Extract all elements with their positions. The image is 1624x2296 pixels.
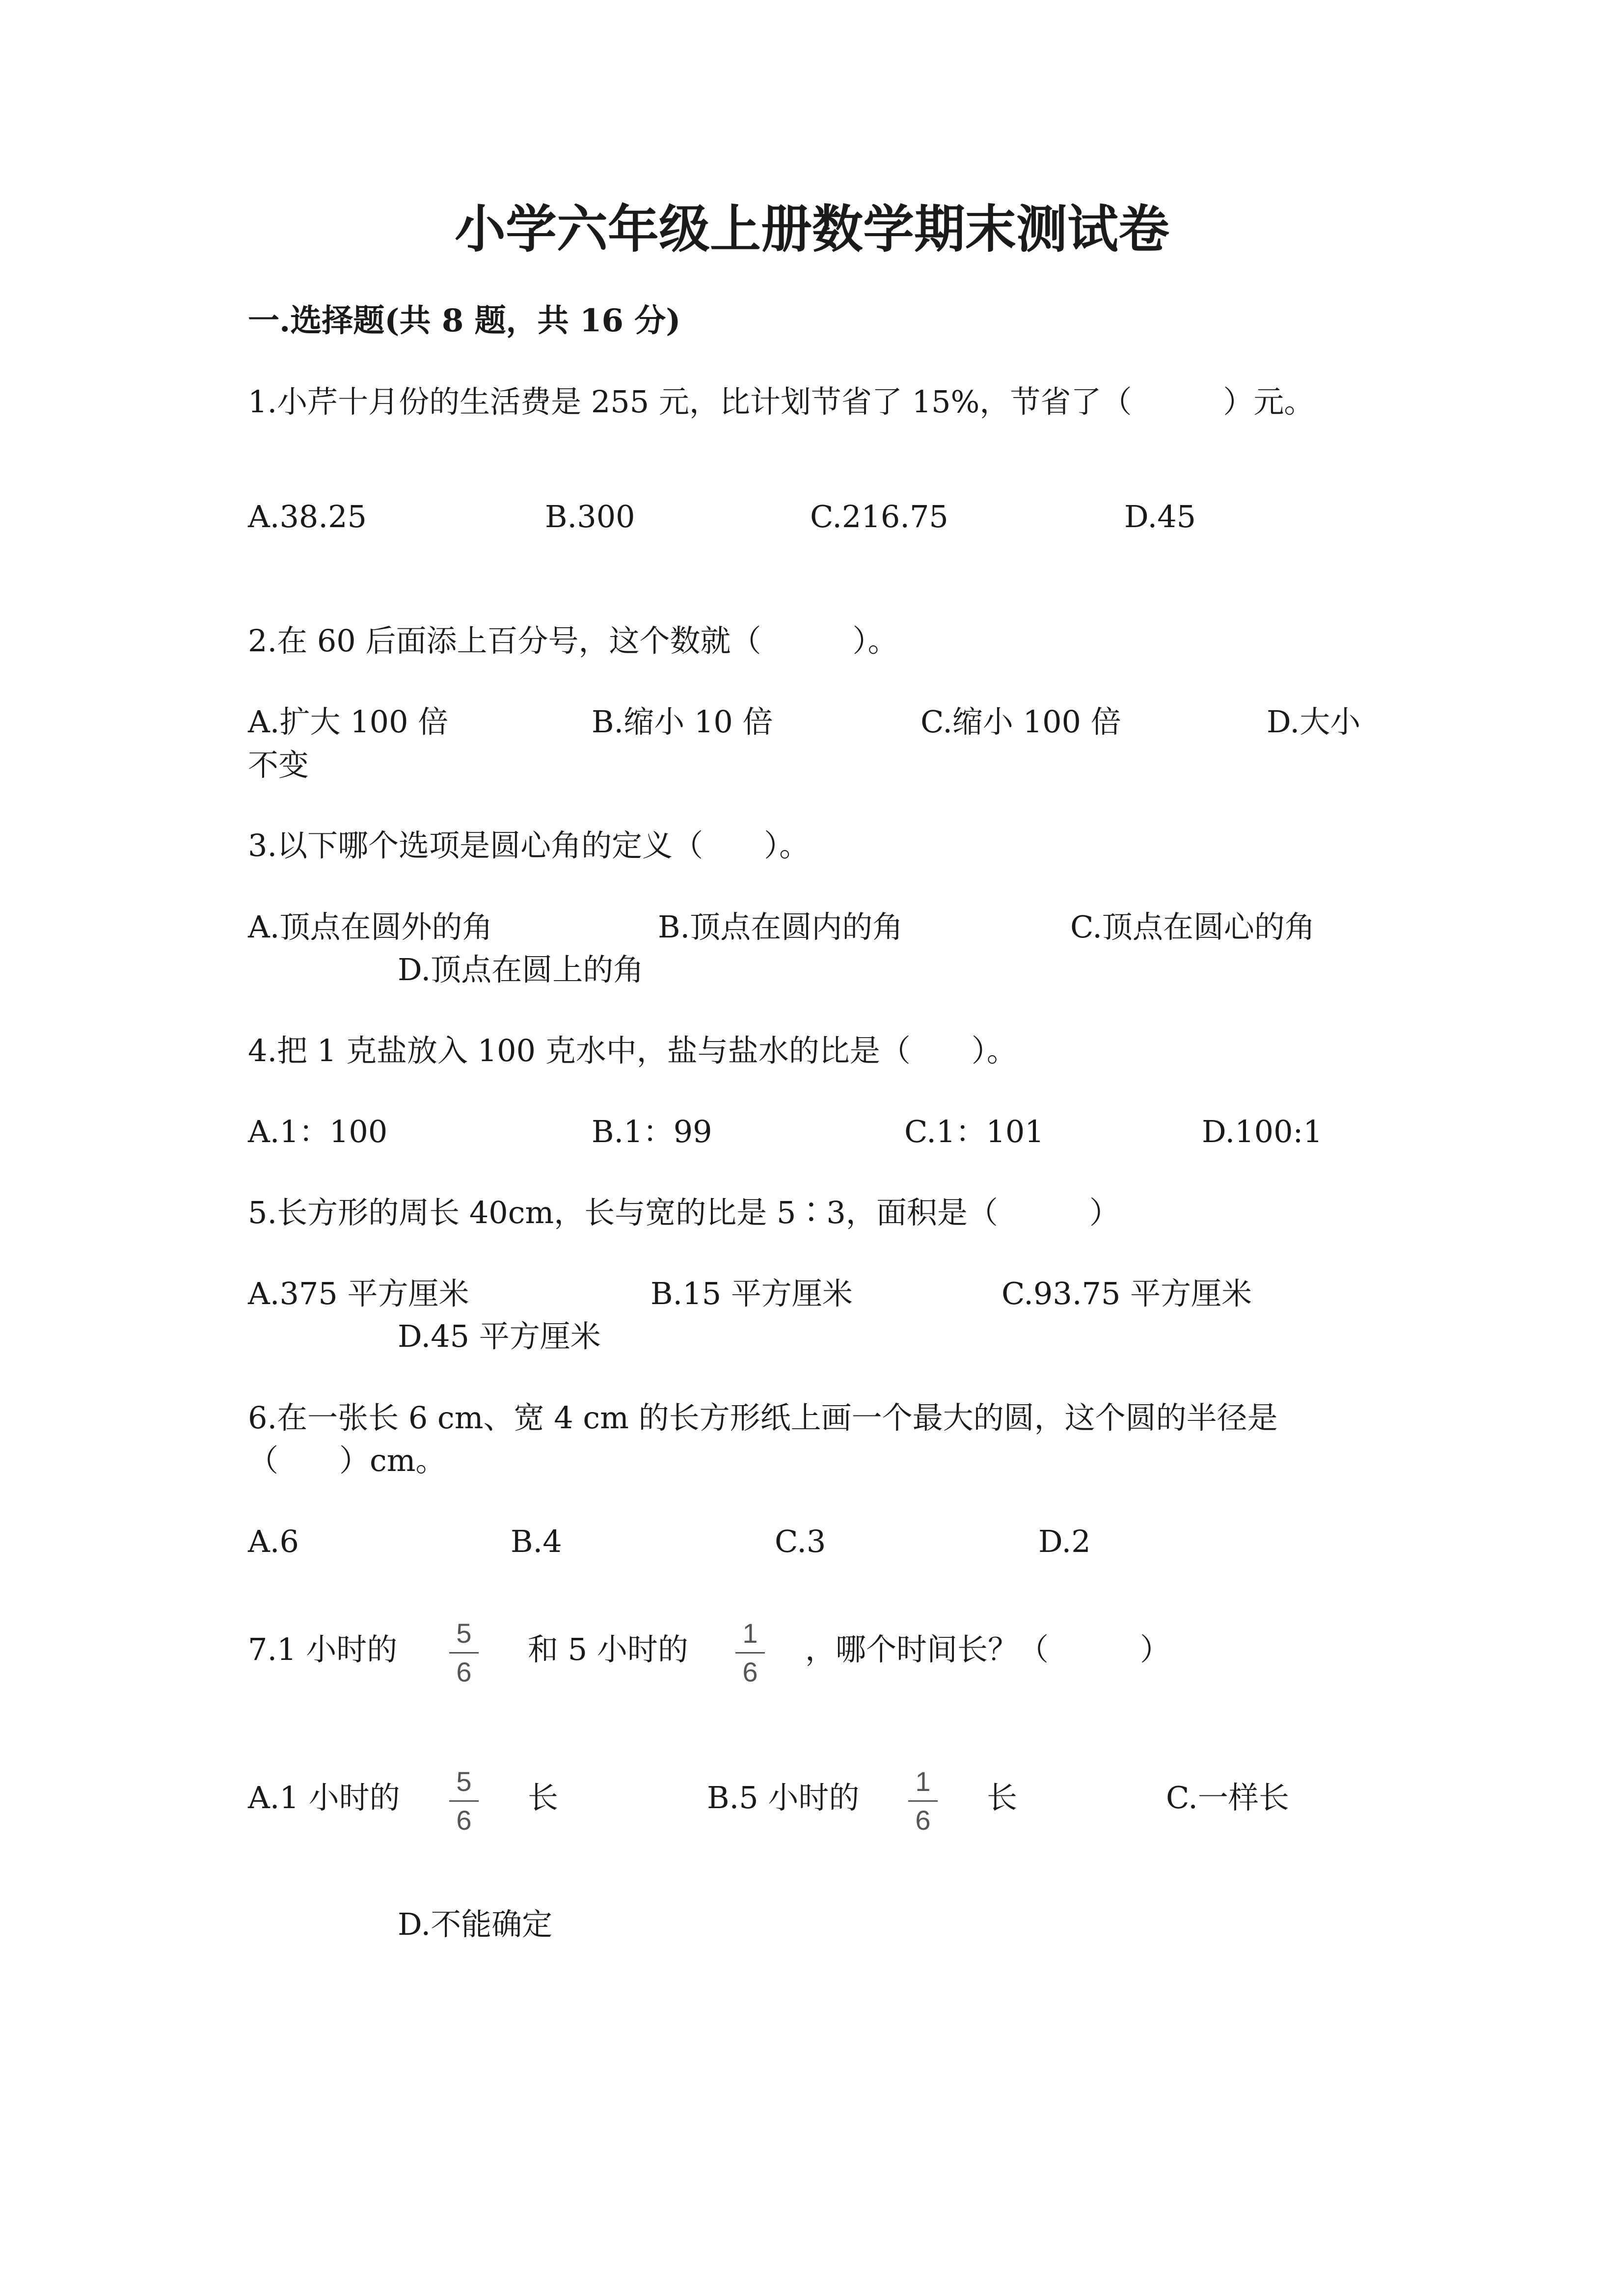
q2-option-a: A.扩大 100 倍 [248, 704, 449, 740]
q7-option-c: C.一样长 [1166, 1780, 1289, 1815]
q7-option-a: A.1 小时的 [248, 1780, 400, 1815]
question-7-stem-part2: 和 5 小时的 [528, 1631, 688, 1667]
q3-option-a: A.顶点在圆外的角 [248, 909, 493, 945]
q7-option-a-tail: 长 [528, 1780, 559, 1815]
q4-option-d: D.100:1 [1202, 1114, 1323, 1149]
q3-option-b: B.顶点在圆内的角 [658, 909, 903, 945]
question-7-stem-part3: ，哪个时间长？（ ） [805, 1631, 1171, 1667]
fraction-denominator: 6 [456, 1805, 472, 1836]
question-7-stem-part1: 7.1 小时的 [248, 1631, 398, 1667]
q2-option-d: D.大小 [1267, 704, 1361, 740]
fraction-bar [908, 1800, 938, 1802]
q4-option-c: C.1：101 [904, 1114, 1044, 1149]
q1-option-c: C.216.75 [810, 499, 948, 534]
question-4-stem: 4.把 1 克盐放入 100 克水中，盐与盐水的比是（ ）。 [248, 1033, 1017, 1068]
q1-option-b: B.300 [545, 499, 635, 534]
q2-option-c: C.缩小 100 倍 [920, 704, 1121, 740]
fraction-5-6 [449, 1768, 479, 1834]
fraction-1-6 [735, 1620, 765, 1686]
question-1-stem: 1.小芹十月份的生活费是 255 元，比计划节省了 15%，节省了（ ）元。 [248, 384, 1315, 420]
q6-option-a: A.6 [248, 1523, 299, 1559]
fraction-5-6 [449, 1620, 479, 1686]
fraction-numerator: 1 [915, 1766, 931, 1797]
fraction-denominator: 6 [915, 1805, 931, 1836]
q3-option-d: D.顶点在圆上的角 [398, 952, 644, 988]
fraction-bar [449, 1800, 479, 1802]
fraction-bar [449, 1652, 479, 1654]
question-2-stem: 2.在 60 后面添上百分号，这个数就（ ）。 [248, 623, 898, 659]
fraction-numerator: 1 [742, 1618, 758, 1649]
section-heading: 一.选择题(共 8 题，共 16 分) [248, 302, 681, 339]
q1-option-a: A.38.25 [248, 499, 367, 534]
question-5-stem: 5.长方形的周长 40cm，长与宽的比是 5∶3，面积是（ ） [248, 1195, 1120, 1230]
question-6-stem-wrap: （ ）cm。 [248, 1442, 446, 1478]
q4-option-a: A.1：100 [248, 1114, 388, 1149]
q3-option-c: C.顶点在圆心的角 [1070, 909, 1315, 945]
q7-option-b-tail: 长 [987, 1780, 1018, 1815]
fraction-denominator: 6 [742, 1656, 758, 1687]
q5-option-d: D.45 平方厘米 [398, 1318, 601, 1354]
question-6-stem: 6.在一张长 6 cm、宽 4 cm 的长方形纸上画一个最大的圆，这个圆的半径是 [248, 1400, 1278, 1436]
q7-option-d: D.不能确定 [398, 1906, 553, 1942]
q1-option-d: D.45 [1124, 499, 1196, 534]
q4-option-b: B.1：99 [592, 1114, 712, 1149]
q2-option-d-wrap: 不变 [248, 747, 309, 783]
page-title: 小学六年级上册数学期末测试卷 [454, 199, 1169, 259]
question-3-stem: 3.以下哪个选项是圆心角的定义（ ）。 [248, 828, 810, 863]
fraction-denominator: 6 [456, 1656, 472, 1687]
fraction-1-6 [908, 1768, 938, 1834]
q2-option-b: B.缩小 10 倍 [592, 704, 773, 740]
q5-option-a: A.375 平方厘米 [248, 1276, 469, 1311]
q6-option-d: D.2 [1038, 1523, 1091, 1559]
fraction-bar [735, 1652, 765, 1654]
q5-option-c: C.93.75 平方厘米 [1001, 1276, 1252, 1311]
q6-option-b: B.4 [511, 1523, 562, 1559]
q7-option-b: B.5 小时的 [707, 1780, 860, 1815]
q5-option-b: B.15 平方厘米 [650, 1276, 853, 1311]
fraction-numerator: 5 [456, 1766, 472, 1797]
q6-option-c: C.3 [775, 1523, 826, 1559]
fraction-numerator: 5 [456, 1618, 472, 1649]
